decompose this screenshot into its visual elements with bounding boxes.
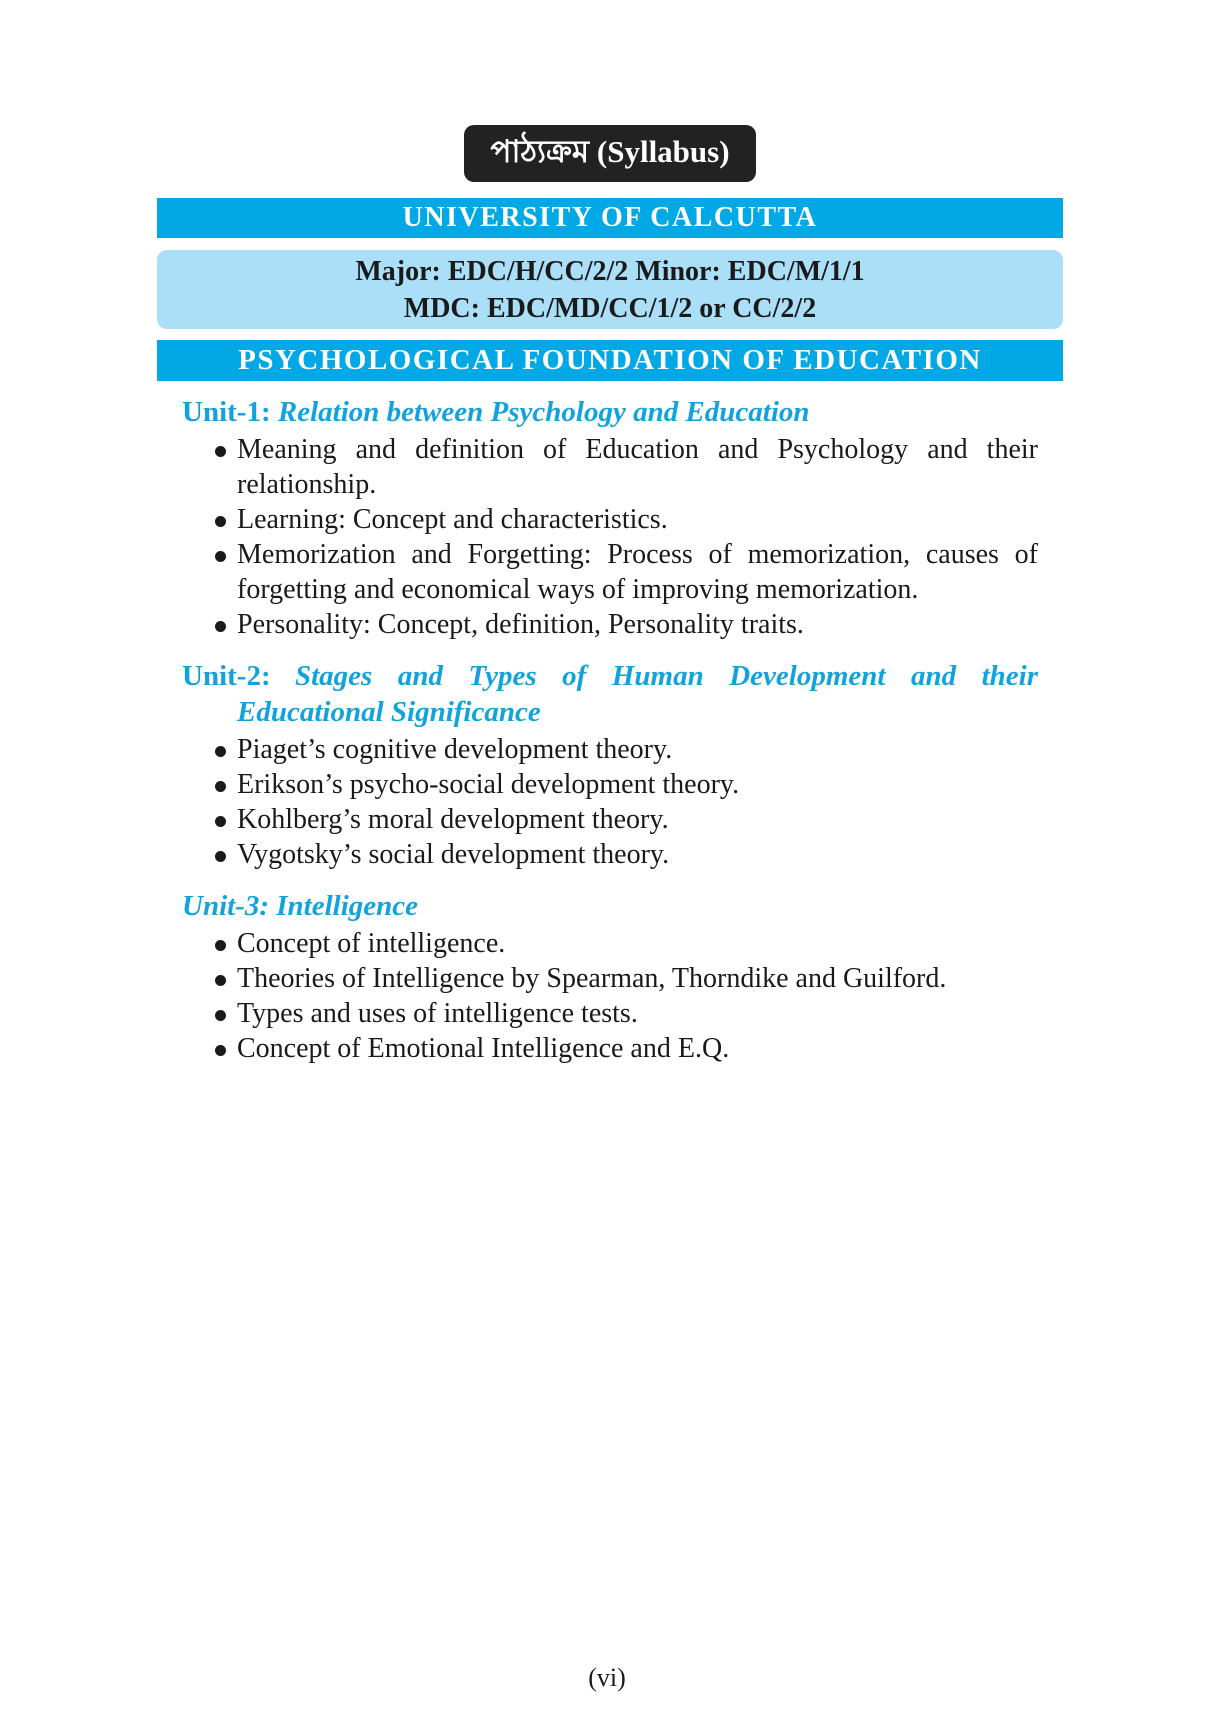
unit-1-list (182, 432, 1038, 642)
syllabus-badge: পাঠ্যক্রম (Syllabus) (464, 125, 756, 182)
unit-1-heading (182, 394, 1038, 430)
unit-2-list (182, 732, 1038, 872)
unit-label: Unit-1: (182, 396, 271, 428)
unit-1-section (182, 394, 1038, 642)
list-item-text: Concept of intelligence. (237, 928, 506, 959)
list-item (237, 537, 1038, 607)
list-item-text: Personality: Concept, definition, Personality traits. (237, 609, 804, 640)
list-item-text: Types and uses of intelligence tests. (237, 998, 638, 1029)
unit-2-section (182, 658, 1038, 872)
list-item (237, 926, 1038, 961)
list-item-text: Meaning and definition of Education and Psychology and their relationship. (237, 434, 1038, 500)
syllabus-content (182, 394, 1038, 1082)
university-banner: UNIVERSITY OF CALCUTTA (157, 198, 1063, 238)
course-title-banner: PSYCHOLOGICAL FOUNDATION OF EDUCATION (157, 340, 1063, 381)
unit-label: Unit-2: (182, 660, 271, 692)
list-item (237, 961, 1038, 996)
bullet-icon (215, 516, 226, 527)
unit-3-list (182, 926, 1038, 1066)
list-item (237, 502, 1038, 537)
unit-title: Relation between Psychology and Education (277, 396, 810, 428)
bullet-icon (215, 816, 226, 827)
list-item (237, 767, 1038, 802)
bullet-icon (215, 1045, 226, 1056)
list-item (237, 1031, 1038, 1066)
list-item (237, 802, 1038, 837)
bullet-icon (215, 975, 226, 986)
bullet-icon (215, 781, 226, 792)
list-item-text: Kohlberg’s moral development theory. (237, 804, 669, 835)
page-number: (vi) (588, 1663, 626, 1692)
list-item (237, 607, 1038, 642)
unit-3-section (182, 888, 1038, 1066)
list-item-text: Theories of Intelligence by Spearman, Thorndike and Guilford. (237, 963, 947, 994)
list-item-text: Piaget’s cognitive development theory. (237, 734, 673, 765)
course-codes-line-1: Major: EDC/H/CC/2/2 Minor: EDC/M/1/1 (355, 256, 865, 287)
bullet-icon (215, 746, 226, 757)
bullet-icon (215, 851, 226, 862)
list-item (237, 837, 1038, 872)
unit-label: Unit-3: (182, 890, 269, 922)
unit-title: Intelligence (276, 890, 419, 922)
bullet-icon (215, 446, 226, 457)
list-item (237, 996, 1038, 1031)
unit-title: Stages and Types of Human Development and their Educational Significance (237, 660, 1038, 728)
list-item-text: Concept of Emotional Intelligence and E.Q. (237, 1033, 730, 1064)
list-item-text: Learning: Concept and characteristics. (237, 504, 668, 535)
course-codes-line-2: MDC: EDC/MD/CC/1/2 or CC/2/2 (403, 293, 817, 324)
list-item-text: Erikson’s psycho-social development theory. (237, 769, 740, 800)
bullet-icon (215, 1010, 226, 1021)
course-codes-box (157, 250, 1063, 329)
unit-2-heading (182, 658, 1038, 730)
list-item (237, 732, 1038, 767)
bullet-icon (215, 551, 226, 562)
bullet-icon (215, 940, 226, 951)
list-item-text: Vygotsky’s social development theory. (237, 839, 670, 870)
unit-3-heading (182, 888, 1038, 924)
bullet-icon (215, 621, 226, 632)
list-item (237, 432, 1038, 502)
list-item-text: Memorization and Forgetting: Process of memorization, causes of forgetting and economical ways of improving memorization. (237, 539, 1038, 605)
